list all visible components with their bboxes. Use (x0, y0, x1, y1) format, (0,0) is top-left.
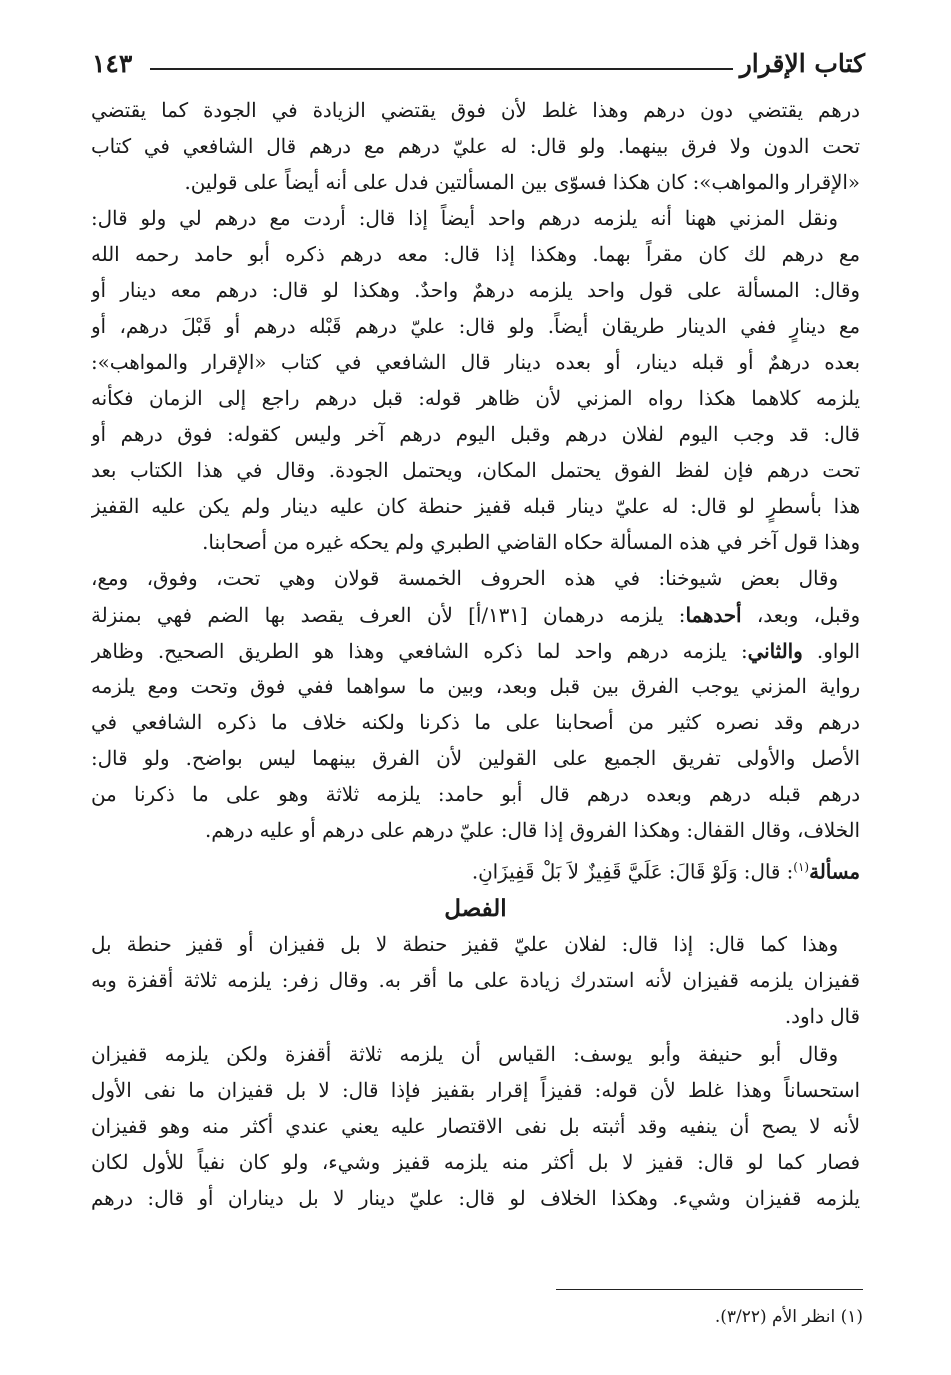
text-line: رواية المزني يوجب الفرق بين قبل وبعد، وبين ما سواهما ففي فوق وتحت ومع يلزمه (91, 675, 860, 698)
text-line: درهم قبله درهم وبعده درهم قال أبو حامد: يلزمه ثلاثة وهو على ما ذكرنا من (91, 783, 860, 806)
text-line: تحت الدون ولا فرق بينهما. ولو قال: له عليّ درهم مع درهم قال الشافعي في كتاب (91, 135, 860, 158)
text-run: : يلزمه درهم واحد لما ذكره الشافعي وهذا هو الطريق الصحيح. وظاهر (91, 640, 748, 663)
text-line: قفيزان يلزمه قفيزان لأنه استدرك زيادة على ما أقر به. وقال زفر: يلزمه ثلاثة أقفزة وبه (91, 969, 860, 992)
text-line: وقال: المسألة على قول واحد يلزمه درهمٌ واحدٌ. وهكذا لو قال: درهم معه دينار أو (91, 279, 860, 302)
text-line: تحت درهم فإن لفظ الفوق يحتمل المكان، ويحتمل الجودة. وقال في هذا الكتاب بعد (91, 459, 860, 482)
text-line: بعده درهمٌ أو قبله دينار، أو بعده دينار قال الشافعي في كتاب «الإقرار والمواهب»: (91, 351, 860, 374)
text-line: مع دينارٍ ففي الدينار طريقان أيضاً. ولو قال: عليّ درهم قَبْله درهم أو قَبْلَ درهم، أو (91, 315, 860, 338)
text-run: وقبل، وبعد، (741, 604, 860, 627)
section-heading: الفصل (444, 895, 507, 922)
text-line: وهذا كما قال: إذا قال: لفلان عليّ قفيز حنطة لا بل قفيزان أو قفيز حنطة بل (91, 933, 838, 956)
issue-label: مسألة (809, 859, 860, 884)
text-line: الأصل والأولى تفريق الجميع على القولين لأن الفرق بينهما ليس بواضح. ولو قال: (91, 747, 860, 770)
header-rule (150, 68, 733, 70)
text-line (91, 633, 860, 669)
text-line: درهم يقتضي دون درهم وهذا غلط لأن فوق يقتضي الزيادة في الجودة كما يقتضي (91, 99, 860, 122)
text-line: فصار كما لو قال: قفيز لا بل أكثر منه يلزمه قفيز وشيء، ولو كان نفياً للأول لكان (91, 1151, 860, 1174)
footnote: (١) انظر الأم (٣/٢٢). (714, 1307, 863, 1327)
text-line: وقال بعض شيوخنا: في هذه الحروف الخمسة قولان وهي تحت، وفوق، ومع، (91, 567, 838, 590)
text-line (91, 597, 860, 633)
text-line: وقال أبو حنيفة وأبو يوسف: القياس أن يلزمه ثلاثة أقفزة ولكن يلزمه قفيزان (91, 1043, 838, 1066)
text-line: لأنه لا يصح أن ينفيه وقد أثبته بل نفى الاقتصار عليه يعني عندي أكثر منه وهو قفيزان (91, 1115, 860, 1138)
first-opinion-label: أحدهما (685, 603, 742, 627)
text-line: ونقل المزني ههنا أنه يلزمه درهم واحد أيضاً إذا قال: أردت مع درهم لي ولو قال: (91, 207, 838, 230)
text-line: الخلاف، وقال القفال: وهكذا الفروق إذا قال: عليّ درهم على درهم أو عليه درهم. (204, 819, 860, 842)
text-run: : يلزمه درهمان [١٣١/أ] لأن العرف يقصد بها الضم فهي بمنزلة (91, 604, 686, 627)
issue-line (91, 849, 860, 885)
issue-text: : قال: وَلَوْ قَالَ: عَلَيَّ قَفِيزٌ لاَ بَلْ قَفِيزَانِ. (471, 860, 794, 884)
text-line: مع درهم لك كان مقراً بهما. وهكذا إذا قال: معه درهم ذكره أبو حامد رحمه الله (91, 243, 860, 266)
text-line: وهذا قول آخر في هذه المسألة حكاه القاضي الطبري ولم يحكه غيره من أصحابنا. (202, 531, 860, 554)
body-text (91, 93, 860, 1217)
text-line: استحساناً وهذا غلط لأن قوله: قفيزاً إقرار بقفيز فإذا قال: لا بل قفيزان ما نفى الأول (91, 1079, 860, 1102)
text-line: «الإقرار والمواهب»: كان هكذا فسوّى بين المسألتين فدل على أنه أيضاً على قولين. (184, 171, 860, 194)
page-header (86, 44, 865, 84)
second-opinion-label: والثاني (747, 639, 803, 663)
text-line: يلزمه قفيزان وشيء. وهكذا الخلاف لو قال: عليّ دينار لا بل ديناران أو قال: درهم (91, 1187, 860, 1210)
text-run: الواو. (802, 640, 860, 663)
footnote-marker: (١) (793, 860, 810, 874)
text-line: قال: قد وجب اليوم لفلان درهم وقبل اليوم درهم آخر وليس كقوله: فوق درهم أو (91, 423, 860, 446)
running-title: كتاب الإقرار (739, 49, 865, 78)
text-line: يلزمه كلاهما هكذا رواه المزني لأن ظاهر قوله: قبل درهم راجع إلى الزمان فكأنه (91, 387, 860, 410)
text-line: هذا بأسطرٍ لو قال: له عليّ دينار قبله قفيز حنطة كان عليه دينار ولم يكن عليه القفيز (91, 495, 860, 518)
text-line: درهم وقد نصره كثير من أصحابنا على ما ذكرنا ولكنه خلاف ما ذكره الشافعي في (91, 711, 860, 734)
page-number: ١٤٣ (92, 49, 133, 78)
text-line: قال داود. (784, 1005, 860, 1028)
footnote-rule (556, 1289, 863, 1290)
